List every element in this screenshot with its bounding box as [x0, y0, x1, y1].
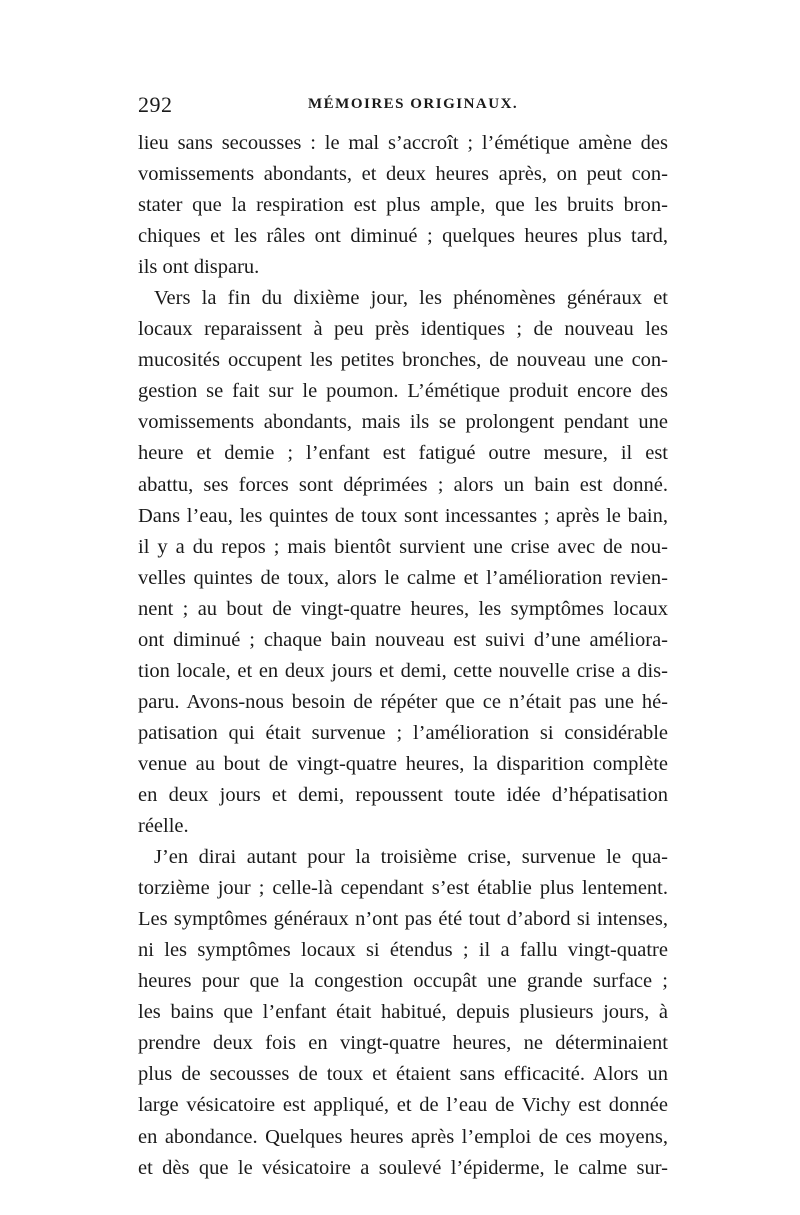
text-line: lieu sans secousses : le mal s’accroît ; l’émétique amène des: [138, 132, 668, 154]
text-line: venue au bout de vingt-quatre heures, la disparition complète: [138, 752, 668, 775]
text-line: en deux jours et demi, repoussent toute idée d’hépatisation: [138, 783, 668, 806]
text-line: heure et demie ; l’enfant est fatigué outre mesure, il est: [138, 442, 668, 465]
text-line: ni les symptômes locaux si étendus ; il a fallu vingt-quatre: [138, 939, 668, 962]
text-line: prendre deux fois en vingt-quatre heures, ne déterminaient: [138, 1032, 668, 1055]
text-line: ont diminué ; chaque bain nouveau est suivi d’une améliora-: [138, 628, 668, 651]
text-line: en abondance. Quelques heures après l’emploi de ces moyens,: [138, 1125, 668, 1148]
text-line: patisation qui était survenue ; l’amélioration si considérable: [138, 721, 668, 744]
text-line: nent ; au bout de vingt-quatre heures, les symptômes locaux: [138, 597, 668, 620]
text-line: Dans l’eau, les quintes de toux sont incessantes ; après le bain,: [138, 504, 668, 527]
text-line: réelle.: [138, 815, 189, 838]
text-line: vomissements abondants, mais ils se prolongent pendant une: [138, 411, 668, 434]
text-line: J’en dirai autant pour la troisième crise, survenue le qua-: [154, 846, 668, 869]
text-line: mucosités occupent les petites bronches, de nouveau une con-: [138, 349, 668, 372]
text-line: paru. Avons-nous besoin de répéter que ce n’était pas une hé-: [138, 690, 668, 713]
text-line: tion locale, et en deux jours et demi, cette nouvelle crise a dis-: [138, 659, 668, 682]
text-line: vomissements abondants, et deux heures après, on peut con-: [138, 163, 668, 186]
text-line: gestion se fait sur le poumon. L’émétique produit encore des: [138, 380, 668, 403]
text-line: torzième jour ; celle-là cependant s’est établie plus lentement.: [138, 877, 668, 900]
page-header: [138, 92, 668, 122]
text-line: et dès que le vésicatoire a soulevé l’épiderme, le calme sur-: [138, 1156, 668, 1179]
text-line: large vésicatoire est appliqué, et de l’eau de Vichy est donnée: [138, 1094, 668, 1117]
text-line: locaux reparaissent à peu près identiques ; de nouveau les: [138, 318, 668, 341]
text-line: Les symptômes généraux n’ont pas été tout d’abord si intenses,: [138, 908, 668, 931]
text-line: les bains que l’enfant était habitué, depuis plusieurs jours, à: [138, 1001, 668, 1024]
text-line: stater que la respiration est plus ample, que les bruits bron-: [138, 194, 668, 217]
text-line: il y a du repos ; mais bientôt survient une crise avec de nou-: [138, 535, 668, 558]
text-line: ils ont disparu.: [138, 256, 260, 279]
page-number: 292: [138, 92, 173, 117]
text-line: Vers la fin du dixième jour, les phénomènes généraux et: [154, 287, 668, 310]
text-line: heures pour que la congestion occupât une grande surface ;: [138, 970, 668, 993]
text-line: abattu, ses forces sont déprimées ; alors un bain est donné.: [138, 473, 668, 496]
text-line: velles quintes de toux, alors le calme et l’amélioration revien-: [138, 566, 668, 589]
text-line: plus de secousses de toux et étaient sans efficacité. Alors un: [138, 1063, 668, 1086]
text-line: chiques et les râles ont diminué ; quelques heures plus tard,: [138, 225, 668, 248]
body-text: [138, 128, 668, 1184]
running-head: MÉMOIRES ORIGINAUX.: [308, 96, 519, 112]
